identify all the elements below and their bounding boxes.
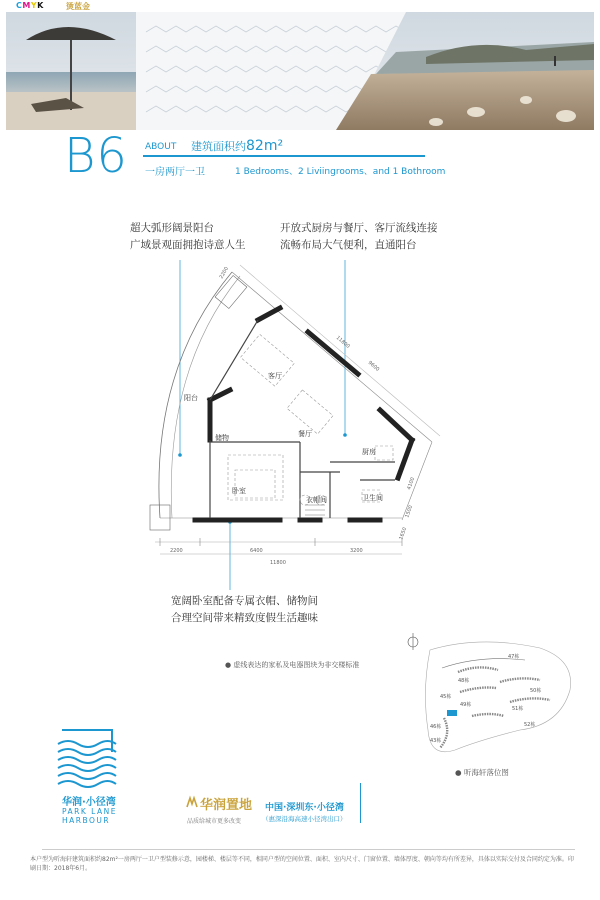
area-value: 82m² <box>246 138 284 154</box>
footer-rule <box>42 849 575 850</box>
cmyk-m: M <box>22 1 31 10</box>
brand-divider <box>360 783 361 823</box>
heading-rule <box>143 155 425 157</box>
dim-right-2: 1500 <box>404 504 415 519</box>
layout-cn: 一房两厅一卫 <box>145 167 205 178</box>
cmyk-y: Y <box>30 1 38 10</box>
floor-plan <box>140 250 460 590</box>
footer-disclaimer: 本户型为听海轩建筑面积约82m²一房两厅一卫户型装修示意，园楼梯、楼层等不同，相同户型的空间位置、面积、室内尺寸、门窗位置、墙体厚度、朝向等均有所差异，具体以实际交付及合同约定为准。印刷日期：2018年6月。 <box>30 856 574 872</box>
callout-bedroom-line2: 合理空间带来精致度假生活趣味 <box>171 612 318 624</box>
area-info <box>191 138 283 154</box>
dim-right-1: 4100 <box>406 476 417 491</box>
site-label-52: 52栋 <box>524 722 536 728</box>
developer-logo-icon <box>185 795 199 809</box>
about-label: ABOUT <box>145 142 177 152</box>
site-plan-caption: ● 听海轩落位图 <box>455 768 509 777</box>
callout-kitchen-line2: 流畅布局大气便利，直通阳台 <box>280 239 417 251</box>
project-name-en-2: HARBOUR <box>62 816 111 825</box>
callout-balcony-line2: 广域景观面拥抱诗意人生 <box>130 239 246 251</box>
furniture-note-text: 虚线表达的家私及电器图块为非交楼标准 <box>233 661 360 669</box>
cmyk-c: C <box>16 1 23 10</box>
dim-bottom-2: 6400 <box>250 548 263 554</box>
site-label-48: 48栋 <box>458 678 470 684</box>
dim-right-3: 1650 <box>398 526 409 541</box>
site-label-47: 47栋 <box>508 654 520 660</box>
layout-en: 1 Bedrooms、2 Liviingrooms、and 1 Bothroom <box>235 167 446 177</box>
unit-code: B6 <box>64 128 128 184</box>
dim-top-left: 2200 <box>218 265 231 280</box>
site-highlight-marker <box>447 710 457 716</box>
room-closet: 衣帽间 <box>306 496 327 504</box>
cmyk-print-mark <box>16 1 44 10</box>
room-balcony: 阳台 <box>184 394 198 402</box>
gold-foil-label: 烫蓝金 <box>66 2 90 11</box>
room-bath: 卫生间 <box>362 494 383 502</box>
site-label-51: 51栋 <box>512 706 524 712</box>
room-bedroom: 卧室 <box>232 487 246 495</box>
project-name-en-1: PARK LANE <box>62 807 118 816</box>
room-dining: 餐厅 <box>298 430 312 438</box>
site-label-43: 43栋 <box>430 738 442 744</box>
cmyk-k: K <box>37 1 44 10</box>
room-kitchen: 厨房 <box>362 448 376 456</box>
callout-balcony-line1: 超大弧形阔景阳台 <box>130 222 214 234</box>
project-logo-icon <box>54 722 120 792</box>
dim-top-diag: 11800 <box>334 334 351 350</box>
developer-name: 华润置地 <box>200 798 253 813</box>
dim-bottom-1: 2200 <box>170 548 183 554</box>
site-plan-caption-text: 听海轩落位图 <box>463 768 509 777</box>
location-subtitle: （惠深沿海高速小径湾出口） <box>262 815 347 823</box>
site-plan <box>400 630 580 765</box>
callout-bedroom-line1: 宽阔卧室配备专属衣帽、储物间 <box>171 595 318 607</box>
callout-kitchen-line1: 开放式厨房与餐厅、客厅流线连接 <box>280 222 438 234</box>
callout-bedroom <box>171 593 318 627</box>
dim-bottom-3: 3200 <box>350 548 363 554</box>
furniture-note: ● 虚线表达的家私及电器图块为非交楼标准 <box>225 661 360 669</box>
developer-slogan: 品质给城市更多改变 <box>187 818 242 825</box>
room-living: 客厅 <box>268 372 282 380</box>
site-label-49: 49栋 <box>460 702 472 708</box>
site-label-46: 46栋 <box>430 724 442 730</box>
dim-bottom-total: 11800 <box>270 560 286 566</box>
project-name-cn: 华润·小径湾 <box>62 797 116 808</box>
area-prefix: 建筑面积约 <box>191 140 246 153</box>
site-label-50: 50栋 <box>530 688 542 694</box>
dim-diag-inner: 9600 <box>366 359 381 373</box>
callout-balcony <box>130 220 246 254</box>
room-storage: 储物 <box>215 434 229 442</box>
site-label-45: 45栋 <box>440 694 452 700</box>
callout-kitchen <box>280 220 438 254</box>
location-title: 中国·深圳东·小径湾 <box>265 803 344 813</box>
hero-beach-photo <box>6 12 594 130</box>
